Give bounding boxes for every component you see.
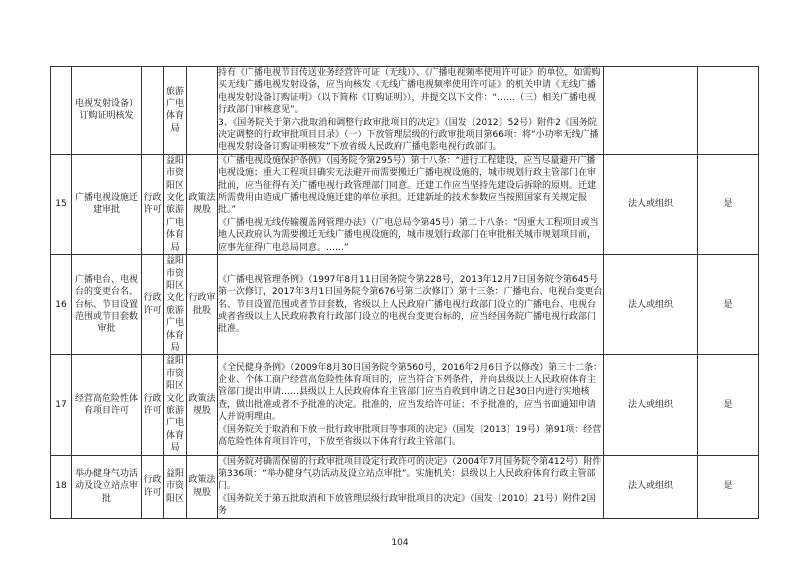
legal-basis-paragraph: 《国务院关于第五批取消和下放管理层级行政审批项目的决定》（国发〔2010〕21号）附件2国务 <box>218 493 596 517</box>
applicable-flag <box>698 67 759 155</box>
applicable-flag: 是 <box>698 455 759 518</box>
implementing-department: 益阳市资阳区文化旅游广电体育局 <box>164 154 187 254</box>
legal-basis-text <box>218 67 604 155</box>
legal-basis-paragraph: 《广播电视设施保护条例》（国务院令第295号）第十八条：“进行工程建设，应当尽量避开广播电视设施；重大工程项目确实无法避开而需要搬迁广播电视设施的，城市规划行政主管部门在审批前，应当征得有关广播电视行政管理部门同意。迁建工作应当坚持先建设后拆除的原则。迁建所需费用由造成广播电视设施迁建的单位承担。迁建新址的技术参数应当按照国家有关规定报批。” <box>218 155 597 216</box>
item-name: 广播电视设施迁建审批 <box>72 154 142 254</box>
item-category: 行政许可 <box>142 355 164 455</box>
legal-basis-paragraph: 持有《广播电视节目传送业务经营许可证（无线）》、《广播电视频率使用许可证》的单位，如需购买无线广播电视发射设备，应当向核发《无线广播电视频率使用许可证》的机关申请《无线广播电视发射设备订购证明》（以下简称《订购证明》），并提交以下文件：“……（三）相关广播电视行政部门审核意见”。 <box>218 68 601 116</box>
item-name: 电视发射设备）订购证明核发 <box>72 67 142 155</box>
item-category: 行政许可 <box>142 255 164 355</box>
responsible-unit: 政策法规股 <box>187 154 218 254</box>
applicable-target: 法人或组织 <box>604 455 698 518</box>
item-category <box>142 67 164 155</box>
legal-basis-paragraph: 3、《国务院关于第六批取消和调整行政审批项目的决定》（国发〔2012〕52号）附件2《国务院决定调整的行政审批项目目录》（一）下放管理层级的行政审批项目第66项：将“小功率无线广播电视发射设备订购证明核发”下放省级人民政府广播电影电视行政部门。 <box>218 117 599 153</box>
table-row <box>51 154 759 254</box>
item-name: 广播电台、电视台的变更台名、台标、节目设置范围或节目套数审批 <box>72 255 142 355</box>
administrative-permit-table <box>50 66 759 519</box>
responsible-unit <box>187 67 218 155</box>
responsible-unit: 行政审批股 <box>187 255 218 355</box>
table-row <box>51 455 759 518</box>
applicable-flag: 是 <box>698 255 759 355</box>
table-row <box>51 355 759 455</box>
table-row <box>51 255 759 355</box>
row-number: 15 <box>51 154 72 254</box>
page-number: 104 <box>391 538 409 548</box>
row-number <box>51 67 72 155</box>
row-number: 17 <box>51 355 72 455</box>
item-name: 经营高危险性体育项目许可 <box>72 355 142 455</box>
applicable-flag: 是 <box>698 355 759 455</box>
legal-basis-paragraph: 《广播电视管理条例》（1997年8月11日国务院令第228号，2013年12月7日国务院令第645号第一次修订，2017年3月1日国务院令第676号第二次修订）第十三条：广播电台、电视台变更台名、节目设置范围或者节目套数，省级以上人民政府广播电视行政部门设立的广播电台、电视台或者省级以上人民政府教育行政部门设立的电视台变更台标的，应当经国务院广播电视行政部门批准。 <box>218 274 603 335</box>
applicable-target: 法人或组织 <box>604 255 698 355</box>
applicable-target: 法人或组织 <box>604 355 698 455</box>
legal-basis-text <box>218 255 604 355</box>
legal-basis-paragraph: 《广播电视无线传输覆盖网管理办法》（广电总局令第45号）第二十八条：“因重大工程项目或当地人民政府认为需要搬迁无线广播电视设施的，城市规划行政部门在审批相关城市规划项目前，应事先征得广电总局同意。……” <box>218 217 599 253</box>
implementing-department: 益阳市资阳区 <box>164 455 187 518</box>
legal-basis-text <box>218 455 604 518</box>
applicable-target: 法人或组织 <box>604 154 698 254</box>
applicable-target <box>604 67 698 155</box>
row-number: 16 <box>51 255 72 355</box>
implementing-department: 旅游广电体育局 <box>164 67 187 155</box>
responsible-unit: 政策法规股 <box>187 455 218 518</box>
legal-basis-paragraph: 《全民健身条例》（2009年8月30日国务院令第560号，2016年2月6日予以修改）第三十二条：企业、个体工商户经营高危险性体育项目的，应当符合下列条件，并向县级以上人民政府体育主管部门提出申请……县级以上人民政府体育主管部门应当自收到申请之日起30日内进行实地核查，做出批准或者不予批准的决定。批准的，应当发给许可证；不予批准的，应当书面通知申请人并说明理由。 <box>218 362 603 423</box>
item-name: 举办健身气功活动及设立站点审批 <box>72 455 142 518</box>
legal-basis-paragraph: 《国务院关于取消和下放一批行政审批项目等事项的决定》（国发〔2013〕19号）第91项：经营高危险性体育项目许可，下放至省级以下体育行政主管部门。 <box>218 424 602 447</box>
table-row <box>51 67 759 155</box>
row-number: 18 <box>51 455 72 518</box>
legal-basis-text <box>218 355 604 455</box>
legal-basis-paragraph: 《国务院对确需保留的行政审批项目设定行政许可的决定》（2004年7月国务院令第412号）附件第336项：“举办健身气功活动及设立站点审批”。实施机关：县级以上人民政府体育行政主管部门。 <box>218 456 602 492</box>
legal-basis-text <box>218 154 604 254</box>
applicable-flag: 是 <box>698 154 759 254</box>
item-category: 行政许可 <box>142 154 164 254</box>
implementing-department: 益阳市资阳区文化旅游广电体育局 <box>164 255 187 355</box>
implementing-department: 益阳市资阳区文化旅游广电体育局 <box>164 355 187 455</box>
item-category: 行政许可 <box>142 455 164 518</box>
responsible-unit: 政策法规股 <box>187 355 218 455</box>
